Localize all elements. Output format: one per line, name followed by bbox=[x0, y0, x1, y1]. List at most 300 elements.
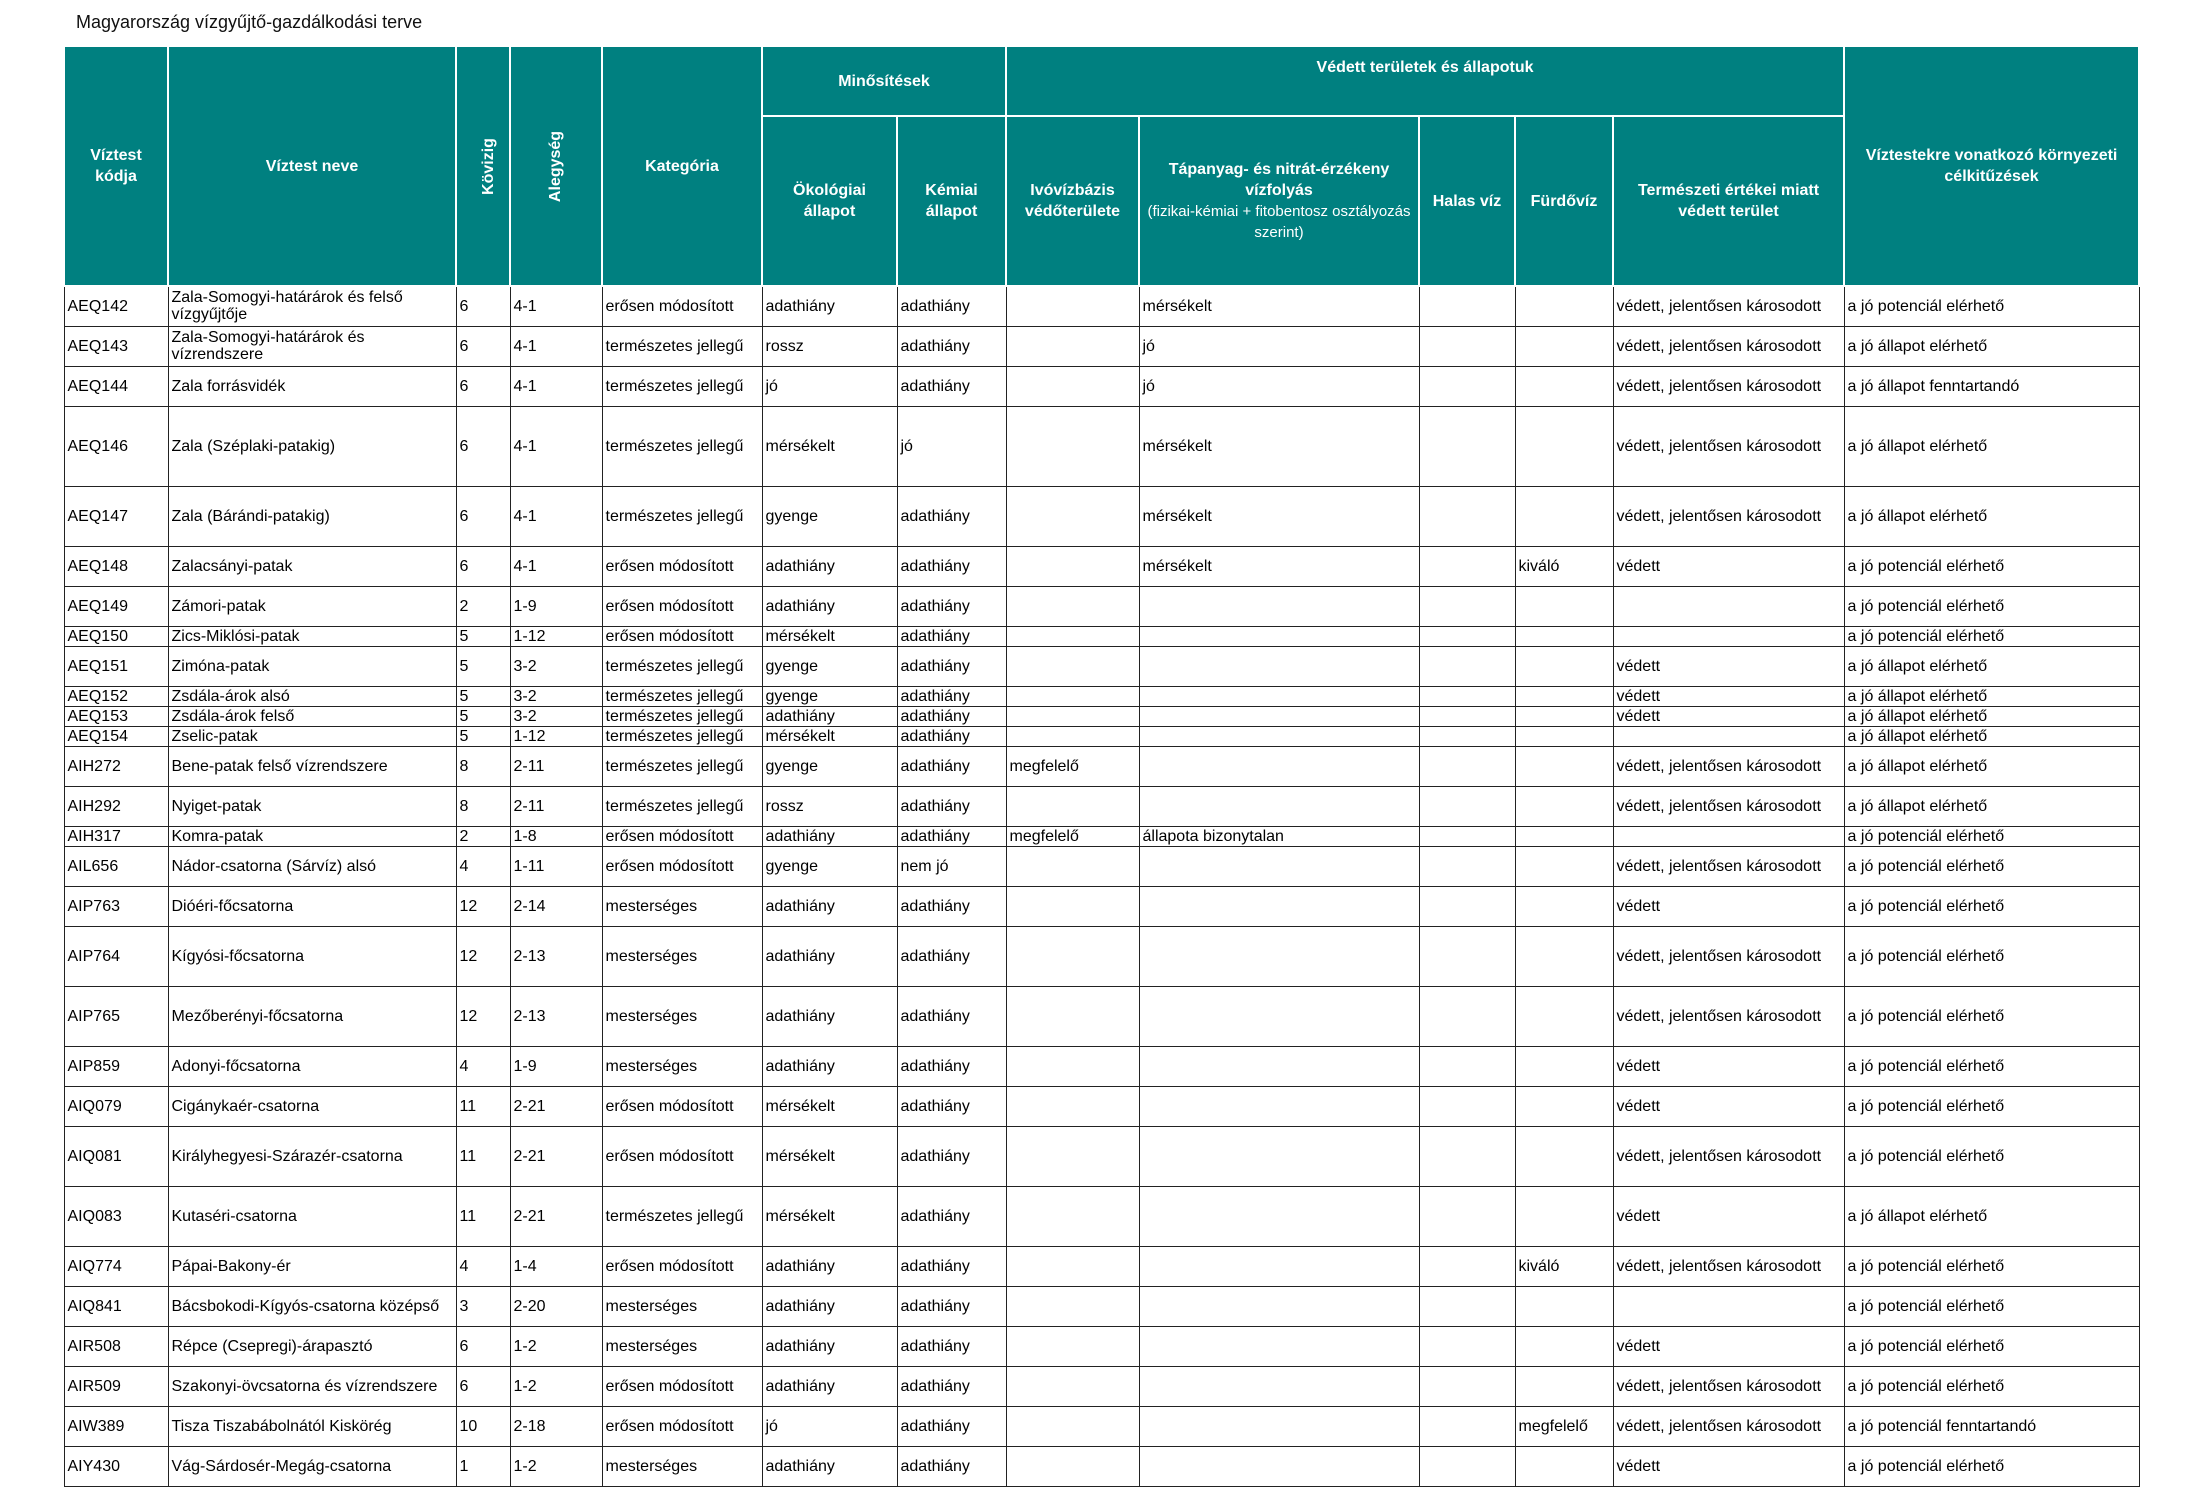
cell-objective: a jó potenciál elérhető bbox=[1844, 826, 2139, 846]
cell-objective: a jó potenciál elérhető bbox=[1844, 626, 2139, 646]
table-row bbox=[64, 826, 2139, 846]
cell-nature: védett bbox=[1613, 1186, 1844, 1246]
cell-nutrient bbox=[1139, 1406, 1419, 1446]
cell-alegyseg: 1-8 bbox=[510, 826, 602, 846]
cell-kovizig: 6 bbox=[456, 546, 510, 586]
cell-objective: a jó állapot elérhető bbox=[1844, 786, 2139, 826]
cell-chemical: adathiány bbox=[897, 366, 1006, 406]
water-body-table bbox=[63, 45, 2140, 1487]
cell-ecological: gyenge bbox=[762, 846, 897, 886]
cell-bathing bbox=[1515, 1186, 1613, 1246]
cell-fish bbox=[1419, 1286, 1515, 1326]
cell-alegyseg: 1-9 bbox=[510, 586, 602, 626]
header-fish: Halas víz bbox=[1419, 116, 1515, 286]
cell-name: Zala (Széplaki-patakig) bbox=[168, 406, 456, 486]
cell-nature bbox=[1613, 1286, 1844, 1326]
cell-alegyseg: 2-14 bbox=[510, 886, 602, 926]
cell-category: erősen módosított bbox=[602, 626, 762, 646]
cell-nutrient: jó bbox=[1139, 366, 1419, 406]
cell-nutrient: mérsékelt bbox=[1139, 406, 1419, 486]
cell-alegyseg: 4-1 bbox=[510, 546, 602, 586]
table-row bbox=[64, 406, 2139, 486]
cell-name: Zsdála-árok felső bbox=[168, 706, 456, 726]
cell-nutrient bbox=[1139, 726, 1419, 746]
cell-bathing bbox=[1515, 366, 1613, 406]
table-row bbox=[64, 486, 2139, 546]
cell-drinking bbox=[1006, 406, 1139, 486]
cell-fish bbox=[1419, 846, 1515, 886]
table-row bbox=[64, 1186, 2139, 1246]
cell-code: AEQ154 bbox=[64, 726, 168, 746]
cell-drinking bbox=[1006, 326, 1139, 366]
cell-category: mesterséges bbox=[602, 986, 762, 1046]
table-row bbox=[64, 1126, 2139, 1186]
cell-chemical: adathiány bbox=[897, 746, 1006, 786]
cell-fish bbox=[1419, 366, 1515, 406]
cell-code: AIH272 bbox=[64, 746, 168, 786]
cell-ecological: gyenge bbox=[762, 686, 897, 706]
cell-code: AIP764 bbox=[64, 926, 168, 986]
cell-nutrient: állapota bizonytalan bbox=[1139, 826, 1419, 846]
cell-name: Zsdála-árok alsó bbox=[168, 686, 456, 706]
cell-code: AIQ081 bbox=[64, 1126, 168, 1186]
cell-chemical: adathiány bbox=[897, 286, 1006, 326]
cell-code: AEQ149 bbox=[64, 586, 168, 626]
cell-chemical: jó bbox=[897, 406, 1006, 486]
cell-drinking bbox=[1006, 366, 1139, 406]
cell-name: Bene-patak felső vízrendszere bbox=[168, 746, 456, 786]
cell-alegyseg: 2-11 bbox=[510, 746, 602, 786]
cell-chemical: adathiány bbox=[897, 1286, 1006, 1326]
cell-ecological: mérsékelt bbox=[762, 1126, 897, 1186]
cell-fish bbox=[1419, 626, 1515, 646]
table-row bbox=[64, 1406, 2139, 1446]
cell-name: Nádor-csatorna (Sárvíz) alsó bbox=[168, 846, 456, 886]
cell-bathing bbox=[1515, 326, 1613, 366]
cell-nature: védett, jelentősen károsodott bbox=[1613, 1406, 1844, 1446]
cell-ecological: adathiány bbox=[762, 1286, 897, 1326]
cell-nutrient bbox=[1139, 1246, 1419, 1286]
cell-category: erősen módosított bbox=[602, 1126, 762, 1186]
cell-fish bbox=[1419, 286, 1515, 326]
cell-ecological: adathiány bbox=[762, 286, 897, 326]
cell-name: Zala (Bárándi-patakig) bbox=[168, 486, 456, 546]
cell-name: Dióéri-főcsatorna bbox=[168, 886, 456, 926]
cell-objective: a jó potenciál elérhető bbox=[1844, 1126, 2139, 1186]
cell-nature: védett bbox=[1613, 1046, 1844, 1086]
cell-nutrient bbox=[1139, 1086, 1419, 1126]
cell-chemical: adathiány bbox=[897, 1186, 1006, 1246]
cell-chemical: adathiány bbox=[897, 1366, 1006, 1406]
cell-nutrient bbox=[1139, 786, 1419, 826]
cell-fish bbox=[1419, 926, 1515, 986]
cell-category: erősen módosított bbox=[602, 826, 762, 846]
cell-fish bbox=[1419, 726, 1515, 746]
cell-nature: védett bbox=[1613, 886, 1844, 926]
cell-fish bbox=[1419, 646, 1515, 686]
cell-ecological: rossz bbox=[762, 326, 897, 366]
cell-drinking bbox=[1006, 686, 1139, 706]
cell-code: AIW389 bbox=[64, 1406, 168, 1446]
table-row bbox=[64, 1326, 2139, 1366]
cell-kovizig: 5 bbox=[456, 686, 510, 706]
cell-code: AIQ083 bbox=[64, 1186, 168, 1246]
table-row bbox=[64, 586, 2139, 626]
header-alegyseg-text: Alegység bbox=[547, 130, 565, 202]
cell-category: mesterséges bbox=[602, 1046, 762, 1086]
cell-drinking bbox=[1006, 1366, 1139, 1406]
cell-ecological: jó bbox=[762, 1406, 897, 1446]
cell-kovizig: 6 bbox=[456, 1326, 510, 1366]
cell-ecological: adathiány bbox=[762, 586, 897, 626]
cell-name: Répce (Csepregi)-árapasztó bbox=[168, 1326, 456, 1366]
cell-kovizig: 8 bbox=[456, 786, 510, 826]
cell-nature: védett, jelentősen károsodott bbox=[1613, 1246, 1844, 1286]
header-protected: Védett területek és állapotuk bbox=[1006, 46, 1844, 116]
cell-nature: védett, jelentősen károsodott bbox=[1613, 986, 1844, 1046]
cell-ecological: adathiány bbox=[762, 986, 897, 1046]
cell-nutrient bbox=[1139, 706, 1419, 726]
cell-kovizig: 1 bbox=[456, 1446, 510, 1486]
cell-drinking bbox=[1006, 1286, 1139, 1326]
cell-alegyseg: 2-18 bbox=[510, 1406, 602, 1446]
cell-kovizig: 6 bbox=[456, 406, 510, 486]
cell-code: AIQ079 bbox=[64, 1086, 168, 1126]
cell-objective: a jó potenciál elérhető bbox=[1844, 1046, 2139, 1086]
cell-drinking bbox=[1006, 646, 1139, 686]
cell-category: természetes jellegű bbox=[602, 726, 762, 746]
cell-name: Cigánykaér-csatorna bbox=[168, 1086, 456, 1126]
cell-name: Zámori-patak bbox=[168, 586, 456, 626]
cell-drinking bbox=[1006, 786, 1139, 826]
cell-objective: a jó potenciál elérhető bbox=[1844, 1366, 2139, 1406]
cell-fish bbox=[1419, 746, 1515, 786]
cell-code: AIP859 bbox=[64, 1046, 168, 1086]
cell-nature bbox=[1613, 726, 1844, 746]
cell-ecological: gyenge bbox=[762, 486, 897, 546]
cell-fish bbox=[1419, 546, 1515, 586]
cell-objective: a jó potenciál elérhető bbox=[1844, 1246, 2139, 1286]
header-drinking: Ivóvízbázis védőterülete bbox=[1006, 116, 1139, 286]
cell-nutrient bbox=[1139, 746, 1419, 786]
cell-kovizig: 11 bbox=[456, 1186, 510, 1246]
cell-category: erősen módosított bbox=[602, 546, 762, 586]
cell-kovizig: 6 bbox=[456, 366, 510, 406]
cell-name: Nyiget-patak bbox=[168, 786, 456, 826]
cell-kovizig: 5 bbox=[456, 646, 510, 686]
cell-drinking bbox=[1006, 586, 1139, 626]
cell-nature: védett, jelentősen károsodott bbox=[1613, 366, 1844, 406]
cell-fish bbox=[1419, 1326, 1515, 1366]
cell-drinking bbox=[1006, 1086, 1139, 1126]
cell-drinking: megfelelő bbox=[1006, 746, 1139, 786]
cell-ecological: adathiány bbox=[762, 826, 897, 846]
cell-code: AIY430 bbox=[64, 1446, 168, 1486]
cell-name: Zics-Miklósi-patak bbox=[168, 626, 456, 646]
table-row bbox=[64, 1086, 2139, 1126]
cell-nutrient: mérsékelt bbox=[1139, 286, 1419, 326]
cell-ecological: gyenge bbox=[762, 746, 897, 786]
cell-alegyseg: 3-2 bbox=[510, 706, 602, 726]
cell-drinking bbox=[1006, 626, 1139, 646]
header-category: Kategória bbox=[602, 46, 762, 286]
cell-objective: a jó potenciál elérhető bbox=[1844, 1086, 2139, 1126]
cell-ecological: adathiány bbox=[762, 886, 897, 926]
table-row bbox=[64, 546, 2139, 586]
cell-chemical: adathiány bbox=[897, 726, 1006, 746]
cell-drinking bbox=[1006, 1046, 1139, 1086]
cell-kovizig: 6 bbox=[456, 486, 510, 546]
cell-drinking bbox=[1006, 486, 1139, 546]
cell-chemical: adathiány bbox=[897, 486, 1006, 546]
cell-name: Zala-Somogyi-határárok és felső vízgyűjtője bbox=[168, 286, 456, 326]
header-kovizig-text: Kövizig bbox=[479, 137, 497, 195]
cell-fish bbox=[1419, 1086, 1515, 1126]
cell-alegyseg: 2-20 bbox=[510, 1286, 602, 1326]
cell-kovizig: 6 bbox=[456, 286, 510, 326]
cell-objective: a jó potenciál elérhető bbox=[1844, 586, 2139, 626]
cell-name: Zalacsányi-patak bbox=[168, 546, 456, 586]
cell-nature bbox=[1613, 826, 1844, 846]
cell-nutrient bbox=[1139, 586, 1419, 626]
cell-fish bbox=[1419, 1246, 1515, 1286]
header-nutrient-text: Tápanyag- és nitrát-érzékeny vízfolyás bbox=[1168, 161, 1390, 199]
cell-category: természetes jellegű bbox=[602, 686, 762, 706]
cell-code: AEQ150 bbox=[64, 626, 168, 646]
cell-name: Tisza Tiszabábolnától Kiskörég bbox=[168, 1406, 456, 1446]
cell-code: AEQ153 bbox=[64, 706, 168, 726]
cell-nature: védett, jelentősen károsodott bbox=[1613, 406, 1844, 486]
header-code: Víztest kódja bbox=[64, 46, 168, 286]
cell-objective: a jó állapot elérhető bbox=[1844, 686, 2139, 706]
cell-chemical: adathiány bbox=[897, 826, 1006, 846]
cell-fish bbox=[1419, 786, 1515, 826]
cell-bathing bbox=[1515, 486, 1613, 546]
cell-chemical: adathiány bbox=[897, 646, 1006, 686]
table-row bbox=[64, 846, 2139, 886]
cell-chemical: adathiány bbox=[897, 1326, 1006, 1366]
cell-objective: a jó potenciál fenntartandó bbox=[1844, 1406, 2139, 1446]
table-row bbox=[64, 286, 2139, 326]
cell-ecological: mérsékelt bbox=[762, 726, 897, 746]
cell-alegyseg: 1-12 bbox=[510, 626, 602, 646]
cell-alegyseg: 2-11 bbox=[510, 786, 602, 826]
cell-nature: védett bbox=[1613, 546, 1844, 586]
cell-ecological: adathiány bbox=[762, 546, 897, 586]
table-row bbox=[64, 926, 2139, 986]
cell-nutrient bbox=[1139, 926, 1419, 986]
cell-nature bbox=[1613, 586, 1844, 626]
cell-drinking bbox=[1006, 1186, 1139, 1246]
cell-objective: a jó potenciál elérhető bbox=[1844, 546, 2139, 586]
cell-bathing bbox=[1515, 926, 1613, 986]
cell-fish bbox=[1419, 986, 1515, 1046]
cell-category: természetes jellegű bbox=[602, 366, 762, 406]
cell-category: természetes jellegű bbox=[602, 1186, 762, 1246]
cell-kovizig: 2 bbox=[456, 586, 510, 626]
cell-category: erősen módosított bbox=[602, 286, 762, 326]
cell-alegyseg: 2-13 bbox=[510, 926, 602, 986]
cell-nutrient: mérsékelt bbox=[1139, 486, 1419, 546]
cell-bathing bbox=[1515, 726, 1613, 746]
cell-fish bbox=[1419, 1406, 1515, 1446]
cell-kovizig: 12 bbox=[456, 986, 510, 1046]
cell-drinking bbox=[1006, 1246, 1139, 1286]
cell-alegyseg: 3-2 bbox=[510, 686, 602, 706]
cell-code: AEQ152 bbox=[64, 686, 168, 706]
cell-alegyseg: 4-1 bbox=[510, 326, 602, 366]
cell-fish bbox=[1419, 826, 1515, 846]
cell-category: természetes jellegű bbox=[602, 326, 762, 366]
cell-nature bbox=[1613, 626, 1844, 646]
cell-kovizig: 12 bbox=[456, 886, 510, 926]
cell-category: mesterséges bbox=[602, 886, 762, 926]
cell-alegyseg: 2-21 bbox=[510, 1086, 602, 1126]
cell-name: Adonyi-főcsatorna bbox=[168, 1046, 456, 1086]
cell-chemical: adathiány bbox=[897, 326, 1006, 366]
cell-nutrient bbox=[1139, 1326, 1419, 1366]
cell-alegyseg: 1-2 bbox=[510, 1446, 602, 1486]
cell-drinking bbox=[1006, 726, 1139, 746]
cell-category: erősen módosított bbox=[602, 586, 762, 626]
cell-bathing bbox=[1515, 646, 1613, 686]
cell-kovizig: 8 bbox=[456, 746, 510, 786]
cell-alegyseg: 4-1 bbox=[510, 366, 602, 406]
cell-nutrient: jó bbox=[1139, 326, 1419, 366]
cell-nutrient bbox=[1139, 1126, 1419, 1186]
table-row bbox=[64, 1046, 2139, 1086]
cell-chemical: adathiány bbox=[897, 1046, 1006, 1086]
cell-ecological: adathiány bbox=[762, 1246, 897, 1286]
cell-category: mesterséges bbox=[602, 1326, 762, 1366]
cell-nature: védett bbox=[1613, 686, 1844, 706]
cell-ecological: mérsékelt bbox=[762, 406, 897, 486]
cell-bathing: megfelelő bbox=[1515, 1406, 1613, 1446]
cell-alegyseg: 1-12 bbox=[510, 726, 602, 746]
cell-nature: védett bbox=[1613, 1446, 1844, 1486]
cell-objective: a jó állapot elérhető bbox=[1844, 706, 2139, 726]
cell-bathing bbox=[1515, 1086, 1613, 1126]
cell-nutrient: mérsékelt bbox=[1139, 546, 1419, 586]
cell-chemical: adathiány bbox=[897, 786, 1006, 826]
cell-drinking bbox=[1006, 886, 1139, 926]
cell-fish bbox=[1419, 706, 1515, 726]
cell-nutrient bbox=[1139, 626, 1419, 646]
cell-alegyseg: 1-11 bbox=[510, 846, 602, 886]
cell-objective: a jó potenciál elérhető bbox=[1844, 886, 2139, 926]
cell-kovizig: 12 bbox=[456, 926, 510, 986]
table-header bbox=[64, 46, 2139, 286]
cell-chemical: adathiány bbox=[897, 686, 1006, 706]
cell-bathing: kiváló bbox=[1515, 1246, 1613, 1286]
cell-name: Zala-Somogyi-határárok és vízrendszere bbox=[168, 326, 456, 366]
table-row bbox=[64, 726, 2139, 746]
cell-fish bbox=[1419, 586, 1515, 626]
table-row bbox=[64, 686, 2139, 706]
cell-fish bbox=[1419, 486, 1515, 546]
cell-bathing bbox=[1515, 886, 1613, 926]
cell-drinking bbox=[1006, 286, 1139, 326]
cell-objective: a jó állapot elérhető bbox=[1844, 326, 2139, 366]
cell-code: AIR508 bbox=[64, 1326, 168, 1366]
cell-bathing bbox=[1515, 406, 1613, 486]
cell-bathing bbox=[1515, 1366, 1613, 1406]
cell-name: Komra-patak bbox=[168, 826, 456, 846]
cell-bathing bbox=[1515, 1126, 1613, 1186]
cell-code: AEQ146 bbox=[64, 406, 168, 486]
cell-kovizig: 11 bbox=[456, 1086, 510, 1126]
table-row bbox=[64, 1446, 2139, 1486]
header-chemical: Kémiai állapot bbox=[897, 116, 1006, 286]
cell-kovizig: 5 bbox=[456, 626, 510, 646]
cell-alegyseg: 4-1 bbox=[510, 406, 602, 486]
header-nutrient-subtext: (fizikai-kémiai + fitobentosz osztályozás szerint) bbox=[1147, 203, 1411, 241]
cell-category: természetes jellegű bbox=[602, 746, 762, 786]
cell-fish bbox=[1419, 886, 1515, 926]
cell-nutrient bbox=[1139, 886, 1419, 926]
header-objectives: Víztestekre vonatkozó környezeti célkitűzések bbox=[1844, 46, 2139, 286]
cell-code: AEQ147 bbox=[64, 486, 168, 546]
cell-bathing bbox=[1515, 586, 1613, 626]
cell-nature: védett bbox=[1613, 1086, 1844, 1126]
cell-fish bbox=[1419, 326, 1515, 366]
cell-objective: a jó állapot elérhető bbox=[1844, 726, 2139, 746]
cell-chemical: adathiány bbox=[897, 926, 1006, 986]
table-body bbox=[64, 286, 2139, 1486]
cell-objective: a jó potenciál elérhető bbox=[1844, 986, 2139, 1046]
cell-alegyseg: 3-2 bbox=[510, 646, 602, 686]
cell-drinking bbox=[1006, 986, 1139, 1046]
cell-objective: a jó potenciál elérhető bbox=[1844, 1286, 2139, 1326]
cell-category: mesterséges bbox=[602, 1286, 762, 1326]
cell-bathing bbox=[1515, 1446, 1613, 1486]
cell-nature: védett, jelentősen károsodott bbox=[1613, 926, 1844, 986]
cell-kovizig: 6 bbox=[456, 1366, 510, 1406]
cell-bathing bbox=[1515, 1326, 1613, 1366]
cell-nutrient bbox=[1139, 846, 1419, 886]
cell-name: Szakonyi-övcsatorna és vízrendszere bbox=[168, 1366, 456, 1406]
cell-bathing bbox=[1515, 746, 1613, 786]
cell-drinking bbox=[1006, 1326, 1139, 1366]
cell-bathing bbox=[1515, 286, 1613, 326]
cell-category: erősen módosított bbox=[602, 1366, 762, 1406]
cell-alegyseg: 4-1 bbox=[510, 486, 602, 546]
table-row bbox=[64, 1366, 2139, 1406]
cell-fish bbox=[1419, 1186, 1515, 1246]
cell-alegyseg: 2-21 bbox=[510, 1186, 602, 1246]
table-row bbox=[64, 986, 2139, 1046]
cell-kovizig: 5 bbox=[456, 706, 510, 726]
cell-code: AIL656 bbox=[64, 846, 168, 886]
header-alegyseg bbox=[510, 46, 602, 286]
cell-code: AEQ151 bbox=[64, 646, 168, 686]
cell-chemical: adathiány bbox=[897, 626, 1006, 646]
cell-ecological: adathiány bbox=[762, 706, 897, 726]
cell-fish bbox=[1419, 1126, 1515, 1186]
cell-category: erősen módosított bbox=[602, 1406, 762, 1446]
cell-nutrient bbox=[1139, 646, 1419, 686]
cell-chemical: adathiány bbox=[897, 1446, 1006, 1486]
cell-nature: védett, jelentősen károsodott bbox=[1613, 746, 1844, 786]
table-row bbox=[64, 326, 2139, 366]
cell-kovizig: 4 bbox=[456, 1046, 510, 1086]
cell-nature: védett, jelentősen károsodott bbox=[1613, 286, 1844, 326]
cell-alegyseg: 2-13 bbox=[510, 986, 602, 1046]
cell-category: természetes jellegű bbox=[602, 406, 762, 486]
cell-chemical: adathiány bbox=[897, 886, 1006, 926]
cell-ecological: adathiány bbox=[762, 1046, 897, 1086]
cell-nutrient bbox=[1139, 1286, 1419, 1326]
